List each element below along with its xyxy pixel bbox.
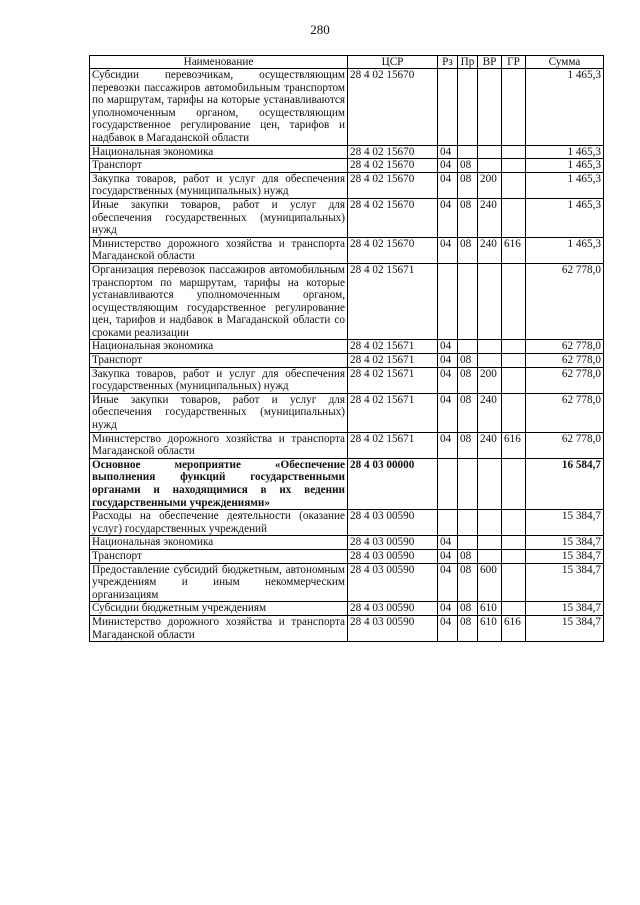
row-name: Закупка товаров, работ и услуг для обеспечения государственных (муниципальных) нужд: [90, 367, 348, 393]
row-rz: [438, 458, 458, 509]
row-name: Транспорт: [90, 159, 348, 173]
row-csr: 28 4 02 15671: [348, 367, 438, 393]
table-row: [90, 263, 604, 340]
row-rz: [438, 510, 458, 536]
row-sum: 15 384,7: [526, 602, 604, 616]
table-row: [90, 510, 604, 536]
table-row: [90, 563, 604, 602]
row-csr: 28 4 02 15671: [348, 340, 438, 354]
row-vr: [478, 263, 502, 340]
row-sum: 62 778,0: [526, 393, 604, 432]
row-sum: 1 465,3: [526, 159, 604, 173]
row-gr: [502, 145, 526, 159]
row-pr: 08: [458, 367, 478, 393]
row-vr: 200: [478, 172, 502, 198]
row-gr: [502, 367, 526, 393]
table-body: [90, 69, 604, 642]
row-name: Министерство дорожного хозяйства и транспорта Магаданской области: [90, 615, 348, 641]
row-gr: [502, 458, 526, 509]
row-pr: 08: [458, 563, 478, 602]
row-sum: 62 778,0: [526, 340, 604, 354]
row-pr: [458, 69, 478, 146]
row-csr: 28 4 03 00590: [348, 536, 438, 550]
row-name: Министерство дорожного хозяйства и транспорта Магаданской области: [90, 432, 348, 458]
row-csr: 28 4 03 00590: [348, 549, 438, 563]
row-vr: 240: [478, 237, 502, 263]
row-name: Субсидии бюджетным учреждениям: [90, 602, 348, 616]
row-csr: 28 4 02 15671: [348, 393, 438, 432]
table-row: [90, 172, 604, 198]
table-row: [90, 69, 604, 146]
row-name: Национальная экономика: [90, 536, 348, 550]
table-row: [90, 367, 604, 393]
row-rz: 04: [438, 340, 458, 354]
row-rz: [438, 263, 458, 340]
table-row: [90, 549, 604, 563]
table-row: [90, 458, 604, 509]
row-name: Национальная экономика: [90, 145, 348, 159]
row-rz: 04: [438, 393, 458, 432]
row-rz: [438, 69, 458, 146]
header-vr: ВР: [478, 56, 502, 69]
row-vr: [478, 340, 502, 354]
row-name: Основное мероприятие «Обеспечение выполнения функций государственными органами и находящимися в их ведении государственными учреждениями»: [90, 458, 348, 509]
row-vr: [478, 458, 502, 509]
row-csr: 28 4 02 15671: [348, 263, 438, 340]
row-name: Национальная экономика: [90, 340, 348, 354]
row-pr: [458, 536, 478, 550]
row-sum: 16 584,7: [526, 458, 604, 509]
row-rz: 04: [438, 145, 458, 159]
row-rz: 04: [438, 549, 458, 563]
row-pr: 08: [458, 354, 478, 368]
row-vr: [478, 354, 502, 368]
row-rz: 04: [438, 432, 458, 458]
row-gr: [502, 549, 526, 563]
row-csr: 28 4 03 00590: [348, 602, 438, 616]
row-rz: 04: [438, 536, 458, 550]
row-vr: 610: [478, 602, 502, 616]
header-rz: Рз: [438, 56, 458, 69]
row-pr: 08: [458, 159, 478, 173]
row-vr: [478, 69, 502, 146]
row-rz: 04: [438, 172, 458, 198]
table-row: [90, 340, 604, 354]
row-gr: [502, 340, 526, 354]
row-gr: [502, 536, 526, 550]
row-rz: 04: [438, 354, 458, 368]
row-name: Предоставление субсидий бюджетным, автономным учреждениям и иным некоммерческим организациям: [90, 563, 348, 602]
table-row: [90, 615, 604, 641]
row-name: Закупка товаров, работ и услуг для обеспечения государственных (муниципальных) нужд: [90, 172, 348, 198]
row-sum: 62 778,0: [526, 263, 604, 340]
row-gr: 616: [502, 615, 526, 641]
row-gr: [502, 563, 526, 602]
row-rz: 04: [438, 367, 458, 393]
row-sum: 62 778,0: [526, 432, 604, 458]
row-gr: [502, 602, 526, 616]
row-vr: 240: [478, 393, 502, 432]
table-row: [90, 536, 604, 550]
row-csr: 28 4 03 00590: [348, 615, 438, 641]
row-pr: 08: [458, 237, 478, 263]
row-csr: 28 4 03 00000: [348, 458, 438, 509]
row-csr: 28 4 02 15670: [348, 198, 438, 237]
header-pr: Пр: [458, 56, 478, 69]
row-rz: 04: [438, 602, 458, 616]
row-csr: 28 4 02 15670: [348, 69, 438, 146]
row-pr: 08: [458, 198, 478, 237]
row-gr: [502, 354, 526, 368]
row-csr: 28 4 03 00590: [348, 510, 438, 536]
row-pr: 08: [458, 432, 478, 458]
row-sum: 15 384,7: [526, 536, 604, 550]
row-rz: 04: [438, 237, 458, 263]
row-name: Транспорт: [90, 549, 348, 563]
row-sum: 15 384,7: [526, 615, 604, 641]
row-name: Субсидии перевозчикам, осуществляющим перевозки пассажиров автомобильным транспортом по маршрутам, тарифы на которые устанавливаются уполномоченным органом, осуществляющим государственное регулирование цен, тарифов и надбавок в Магаданской области: [90, 69, 348, 146]
page-number: 280: [310, 22, 330, 37]
row-pr: [458, 458, 478, 509]
row-gr: [502, 159, 526, 173]
row-rz: 04: [438, 563, 458, 602]
row-vr: 200: [478, 367, 502, 393]
row-vr: 610: [478, 615, 502, 641]
table-row: [90, 145, 604, 159]
row-sum: 1 465,3: [526, 145, 604, 159]
row-vr: 240: [478, 432, 502, 458]
row-rz: 04: [438, 159, 458, 173]
row-sum: 15 384,7: [526, 549, 604, 563]
table-row: [90, 198, 604, 237]
row-sum: 15 384,7: [526, 510, 604, 536]
row-csr: 28 4 03 00590: [348, 563, 438, 602]
row-gr: [502, 263, 526, 340]
row-pr: 08: [458, 602, 478, 616]
row-name: Расходы на обеспечение деятельности (оказание услуг) государственных учреждений: [90, 510, 348, 536]
row-sum: 1 465,3: [526, 69, 604, 146]
row-name: Иные закупки товаров, работ и услуг для обеспечения государственных (муниципальных) нужд: [90, 198, 348, 237]
row-gr: 616: [502, 432, 526, 458]
table-row: [90, 602, 604, 616]
table-row: [90, 354, 604, 368]
row-pr: [458, 145, 478, 159]
row-gr: [502, 172, 526, 198]
row-sum: 1 465,3: [526, 237, 604, 263]
row-sum: 62 778,0: [526, 367, 604, 393]
row-vr: 600: [478, 563, 502, 602]
row-sum: 62 778,0: [526, 354, 604, 368]
row-csr: 28 4 02 15670: [348, 145, 438, 159]
header-name: Наименование: [90, 56, 348, 69]
table-row: [90, 432, 604, 458]
row-pr: [458, 263, 478, 340]
row-gr: 616: [502, 237, 526, 263]
header-sum: Сумма: [526, 56, 604, 69]
row-sum: 15 384,7: [526, 563, 604, 602]
row-pr: 08: [458, 549, 478, 563]
row-pr: [458, 510, 478, 536]
budget-table: [89, 55, 604, 642]
header-gr: ГР: [502, 56, 526, 69]
row-pr: [458, 340, 478, 354]
table-row: [90, 393, 604, 432]
row-pr: 08: [458, 172, 478, 198]
row-vr: [478, 536, 502, 550]
row-name: Иные закупки товаров, работ и услуг для обеспечения государственных (муниципальных) нужд: [90, 393, 348, 432]
row-gr: [502, 69, 526, 146]
row-gr: [502, 393, 526, 432]
row-sum: 1 465,3: [526, 172, 604, 198]
table-row: [90, 237, 604, 263]
row-csr: 28 4 02 15670: [348, 172, 438, 198]
header-csr: ЦСР: [348, 56, 438, 69]
row-name: Министерство дорожного хозяйства и транспорта Магаданской области: [90, 237, 348, 263]
row-gr: [502, 198, 526, 237]
table-row: [90, 159, 604, 173]
row-gr: [502, 510, 526, 536]
row-csr: 28 4 02 15670: [348, 159, 438, 173]
header-row: [90, 56, 604, 69]
row-name: Транспорт: [90, 354, 348, 368]
row-csr: 28 4 02 15670: [348, 237, 438, 263]
row-rz: 04: [438, 198, 458, 237]
row-vr: [478, 549, 502, 563]
row-vr: 240: [478, 198, 502, 237]
row-vr: [478, 159, 502, 173]
row-pr: 08: [458, 393, 478, 432]
row-rz: 04: [438, 615, 458, 641]
row-csr: 28 4 02 15671: [348, 354, 438, 368]
row-vr: [478, 145, 502, 159]
row-vr: [478, 510, 502, 536]
row-name: Организация перевозок пассажиров автомобильным транспортом по маршрутам, тарифы на которые устанавливаются уполномоченным органом, осуществляющим государственное регулирование цен, тарифов и надбавок в Магаданской области со сроками реализации: [90, 263, 348, 340]
row-csr: 28 4 02 15671: [348, 432, 438, 458]
row-pr: 08: [458, 615, 478, 641]
row-sum: 1 465,3: [526, 198, 604, 237]
